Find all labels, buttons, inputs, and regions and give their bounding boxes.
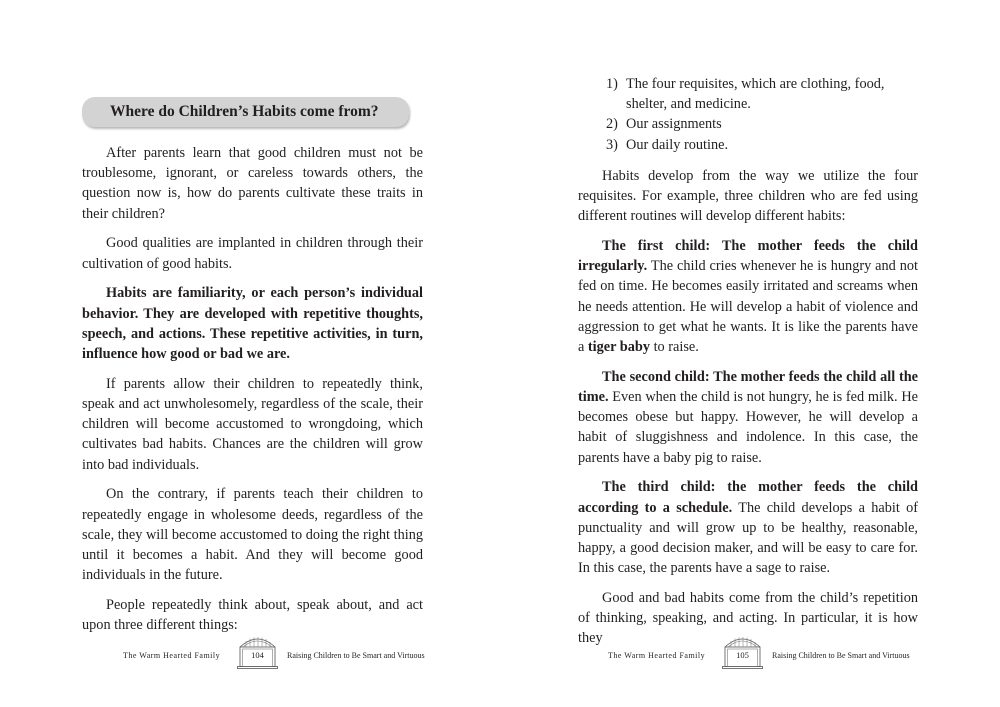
page-number-badge [237, 635, 278, 669]
right-text-column [578, 74, 918, 658]
paragraph-bold: Habits are familiarity, or each person’s individual behavior. They are developed with repetitive thoughts, speech, and actions. These repetitive activities, in turn, influence how good or bad we are. [82, 285, 423, 363]
paragraph-first-child: The first child: The mother feeds the child irregularly. The child cries whenever he is hungry and not fed on time. He becomes easily irritated and screams when he needs attention. He will develop a habit of violence and aggression to get what he wants. It is like the parents have a tiger baby to raise. [578, 238, 918, 356]
paragraph: After parents learn that good children must not be troublesome, ignorant, or careless towards others, the question now is, how do parents cultivate these traits in their children? [82, 145, 423, 222]
page-footer [103, 635, 503, 669]
paragraph: On the contrary, if parents teach their children to repeatedly engage in wholesome deeds, regardless of the scale, they will become accustomed to doing the right thing until it becomes a habit. And they will become good individuals in the future. [82, 486, 423, 584]
footer-chapter-title: Raising Children to Be Smart and Virtuous [772, 651, 910, 660]
numbered-list [578, 74, 918, 155]
section-heading: Where do Children’s Habits come from? [82, 97, 409, 127]
right-page [500, 0, 1000, 707]
footer-book-title: The Warm Hearted Family [123, 651, 221, 660]
footer-book-title: The Warm Hearted Family [608, 651, 706, 660]
paragraph-second-child: The second child: The mother feeds the child all the time. Even when the child is not hungry, he is fed milk. He becomes obese but happy. However, he will develop a habit of sluggishness and indolence. In this case, the parents have a baby pig to raise. [578, 368, 918, 466]
paragraph: Good qualities are implanted in children through their cultivation of good habits. [82, 235, 423, 272]
page-number-badge [722, 635, 763, 669]
page-number: 104 [251, 650, 264, 660]
list-item: 2) Our assignments [606, 116, 722, 133]
page-footer [588, 635, 988, 669]
paragraph: Good and bad habits come from the child’s repetition of thinking, speaking, and acting. In particular, it is how they [578, 590, 918, 647]
paragraph: If parents allow their children to repeatedly think, speak and act unwholesomely, regardless of the scale, their children will become accustomed to wrongdoing, which cultivates bad habits. Chances are the children will grow into bad individuals. [82, 375, 423, 473]
left-text-column [82, 143, 423, 645]
page-number: 105 [736, 650, 749, 660]
footer-chapter-title: Raising Children to Be Smart and Virtuous [287, 651, 425, 660]
paragraph: People repeatedly think about, speak about, and act upon three different things: [82, 597, 423, 634]
paragraph-third-child: The third child: the mother feeds the child according to a schedule. The child develops a habit of punctuality and will grow up to be healthy, reasonable, happy, a good decision maker, and will be easy to care for. In this case, the parents have a sage to raise. [578, 479, 918, 577]
list-item: 3) Our daily routine. [606, 136, 729, 153]
list-item: 1) The four requisites, which are clothing, food, shelter, and medicine. [606, 76, 885, 113]
paragraph: Habits develop from the way we utilize the four requisites. For example, three children who are fed using different routines will develop different habits: [578, 167, 918, 225]
